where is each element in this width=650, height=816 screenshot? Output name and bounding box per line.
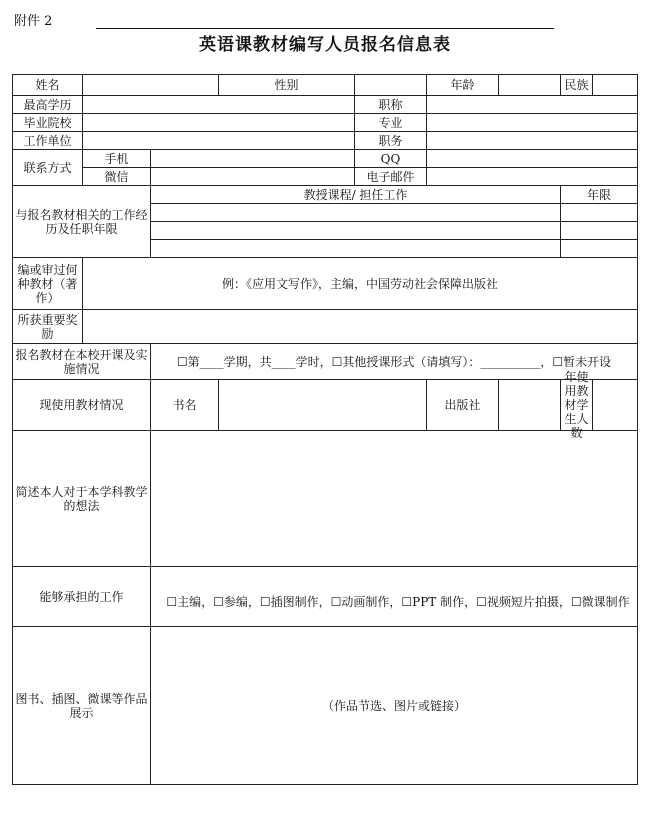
students-field[interactable] xyxy=(561,370,638,440)
awards-label: 所获重要奖励 xyxy=(13,310,83,344)
wechat-field[interactable] xyxy=(151,168,355,186)
opening-label: 报名教材在本校开课及实施情况 xyxy=(13,344,151,380)
employer-field[interactable] xyxy=(83,132,355,150)
years-header: 年限 xyxy=(561,186,638,204)
name-field[interactable] xyxy=(83,75,219,96)
contact-label: 联系方式 xyxy=(13,150,83,186)
experience-row-2-course[interactable] xyxy=(151,222,561,240)
experience-row-1-course[interactable] xyxy=(151,204,561,222)
qq-label: QQ xyxy=(355,150,427,168)
title-label: 职称 xyxy=(355,96,427,114)
qq-field[interactable] xyxy=(427,150,638,168)
experience-row-3-course[interactable] xyxy=(151,240,561,258)
edited-example: 例：《应用文写作》，主编，中国劳动社会保障出版社 xyxy=(221,276,498,291)
name-label: 姓名 xyxy=(13,75,83,96)
education-field[interactable] xyxy=(83,96,355,114)
publisher-field[interactable] xyxy=(499,380,561,431)
age-label: 年龄 xyxy=(427,75,499,96)
major-label: 专业 xyxy=(355,114,427,132)
header-rule xyxy=(96,28,554,29)
email-field[interactable] xyxy=(427,168,638,186)
awards-field[interactable] xyxy=(83,310,638,344)
book-name-label: 书名 xyxy=(151,380,219,431)
ideas-label: 简述本人对于本学科教学的想法 xyxy=(13,431,151,567)
works-field[interactable] xyxy=(151,627,638,785)
experience-label: 与报名教材相关的工作经历及任职年限 xyxy=(13,186,151,258)
school-field[interactable] xyxy=(83,114,355,132)
major-field[interactable] xyxy=(427,114,638,132)
students-label: 年使用教材学生人数 xyxy=(561,380,593,430)
gender-label: 性别 xyxy=(219,75,355,96)
email-label: 电子邮件 xyxy=(355,168,427,186)
courses-header: 教授课程/ 担任工作 xyxy=(151,186,561,204)
school-label: 毕业院校 xyxy=(13,114,83,132)
registration-form-table xyxy=(12,74,638,785)
employer-label: 工作单位 xyxy=(13,132,83,150)
title-field[interactable] xyxy=(427,96,638,114)
opening-options[interactable]: ☐第____学期，共____学时，☐其他授课形式（请填写）：__________，☐暂未开设 xyxy=(151,344,638,380)
current-label: 现使用教材情况 xyxy=(13,380,151,431)
experience-row-2-years[interactable] xyxy=(561,222,638,240)
attachment-label: 附件 2 xyxy=(14,14,53,29)
edited-field[interactable] xyxy=(83,258,638,310)
ethnicity-label: 民族 xyxy=(561,75,593,95)
works-label: 图书、插图、微课等作品展示 xyxy=(13,627,151,785)
education-label: 最高学历 xyxy=(13,96,83,114)
phone-field[interactable] xyxy=(151,150,355,168)
ideas-field[interactable] xyxy=(151,431,638,567)
experience-row-1-years[interactable] xyxy=(561,204,638,222)
experience-row-3-years[interactable] xyxy=(561,240,638,258)
phone-label: 手机 xyxy=(83,150,151,168)
position-label: 职务 xyxy=(355,132,427,150)
works-hint: （作品节选、图片或链接） xyxy=(321,698,466,713)
gender-field[interactable] xyxy=(355,75,427,96)
duties-options[interactable]: ☐主编，☐参编，☐插图制作，☐动画制作，☐PPT 制作，☐视频短片拍摄，☐微课制作 xyxy=(151,567,638,627)
age-field[interactable] xyxy=(499,75,561,96)
page-title: 英语课教材编写人员报名信息表 xyxy=(199,35,451,55)
publisher-label: 出版社 xyxy=(427,380,499,431)
position-field[interactable] xyxy=(427,132,638,150)
wechat-label: 微信 xyxy=(83,168,151,186)
ethnicity-field[interactable] xyxy=(561,75,638,96)
duties-label: 能够承担的工作 xyxy=(13,567,151,627)
edited-label: 编或审过何种教材（著作） xyxy=(13,258,83,310)
book-name-field[interactable] xyxy=(219,380,427,431)
